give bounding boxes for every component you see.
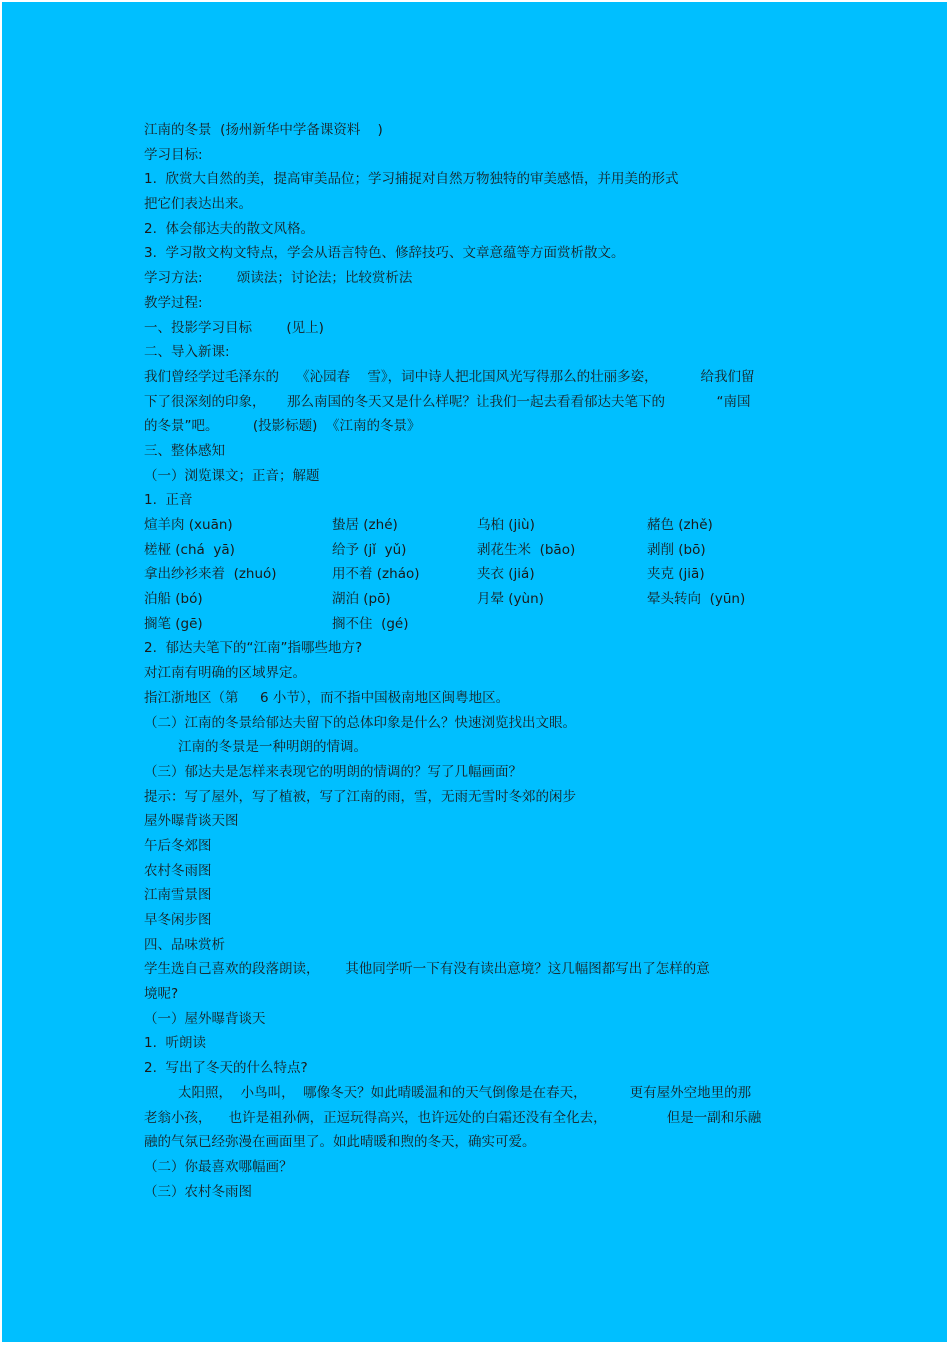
text-line: 的冬景”吧。 (投影标题) 《江南的冬景》 (144, 418, 421, 435)
pinyin-item: 煊羊肉 (xuān) (144, 517, 233, 533)
pinyin-item: 用不着 (zháo) (332, 566, 420, 583)
text-line: 江南的冬景是一种明朗的情调。 (178, 739, 367, 756)
section-heading: 四、品味赏析 (144, 936, 225, 953)
text-line: 境呢? (144, 986, 179, 1003)
pinyin-item: 夹衣 (jiá) (477, 566, 535, 583)
text-line: （三）郁达夫是怎样来表现它的明朗的情调的？写了几幅画面？ (144, 763, 522, 780)
text-line: （一）浏览课文；正音；解题 (144, 467, 320, 484)
pinyin-item: 泊船 (bó) (144, 591, 203, 608)
text-line: 二、导入新课: (144, 344, 230, 361)
pinyin-item: 剥花生米 (bāo) (477, 541, 576, 558)
pinyin-row (144, 587, 824, 612)
pinyin-item: 剥削 (bō) (647, 541, 706, 558)
scene-item: 屋外曝背谈天图 (144, 813, 239, 830)
pinyin-item: 给予 (jǐ yǔ) (332, 541, 407, 558)
text-line: 把它们表达出来。 (144, 196, 252, 213)
pinyin-row (144, 562, 824, 587)
pinyin-item: 槎桠 (chá yā) (144, 541, 235, 558)
document-page (2, 2, 947, 1342)
text-line: 太阳照， 小鸟叫， 哪像冬天？如此晴暖温和的天气倒像是在春天， 更有屋外空地里的那 (178, 1084, 752, 1101)
text-line: 提示：写了屋外，写了植被，写了江南的雨，雪，无雨无雪时冬郊的闲步 (144, 788, 576, 805)
document-body (144, 118, 824, 1204)
pinyin-row (144, 612, 824, 637)
text-line: 1. 正音 (144, 492, 193, 509)
pinyin-item: 搁笔 (gē) (144, 615, 203, 632)
text-line: 对江南有明确的区域界定。 (144, 665, 306, 682)
text-line: （二）你最喜欢哪幅画？ (144, 1158, 293, 1175)
pinyin-row (144, 538, 824, 563)
pinyin-row (144, 513, 824, 538)
text-line: 指江浙地区（第 6 小节），而不指中国极南地区闽粤地区。 (144, 689, 510, 706)
text-line: 下了很深刻的印象， 那么南国的冬天又是什么样呢？让我们一起去看看郁达夫笔下的 “南国 (144, 393, 751, 410)
scene-item: 江南雪景图 (144, 887, 212, 904)
text-line: 一、投影学习目标 (见上) (144, 319, 324, 336)
pinyin-item: 湖泊 (pō) (332, 591, 391, 608)
scene-item: 农村冬雨图 (144, 862, 212, 879)
text-line: 学生选自己喜欢的段落朗读， 其他同学听一下有没有读出意境？这几幅图都写出了怎样的意 (144, 961, 710, 978)
text-line: 2. 写出了冬天的什么特点? (144, 1060, 308, 1077)
section-heading: 三、整体感知 (144, 442, 225, 459)
pinyin-item: 乌桕 (jiù) (477, 517, 535, 533)
pinyin-item: 蛰居 (zhé) (332, 517, 398, 533)
section-heading: 学习目标: (144, 146, 203, 163)
pinyin-item: 搁不住 (gé) (332, 615, 409, 632)
scene-item: 早冬闲步图 (144, 912, 212, 928)
text-line: （三）农村冬雨图 (144, 1183, 252, 1200)
scene-item: 午后冬郊图 (144, 837, 212, 854)
pinyin-item: 赭色 (zhě) (647, 517, 713, 533)
pinyin-item: 拿出纱衫来着 (zhuó) (144, 566, 277, 583)
pinyin-item: 晕头转向 (yūn) (647, 591, 746, 608)
text-line: 2. 郁达夫笔下的“江南”指哪些地方? (144, 640, 363, 657)
text-line: （二）江南的冬景给郁达夫留下的总体印象是什么？快速浏览找出文眼。 (144, 714, 576, 731)
text-line: 1. 听朗读 (144, 1035, 206, 1052)
text-line: 老翁小孩， 也许是祖孙俩，正逗玩得高兴，也许远处的白霜还没有全化去， 但是一副和乐融 (144, 1109, 762, 1126)
text-line: 2. 体会郁达夫的散文风格。 (144, 220, 314, 237)
text-line: 1. 欣赏大自然的美，提高审美品位；学习捕捉对自然万物独特的审美感悟，并用美的形式 (144, 171, 679, 188)
pinyin-item: 月晕 (yùn) (477, 591, 544, 608)
text-line: 3. 学习散文构文特点，学会从语言特色、修辞技巧、文章意蕴等方面赏析散文。 (144, 245, 625, 262)
pinyin-item: 夹克 (jiā) (647, 566, 705, 583)
doc-title: 江南的冬景 (扬州新华中学备课资料 ) (144, 122, 383, 138)
text-line: （一）屋外曝背谈天 (144, 1010, 266, 1027)
text-line: 我们曾经学过毛泽东的 《沁园春 雪》，词中诗人把北国风光写得那么的壮丽多姿， 给我们留 (144, 368, 755, 385)
section-heading: 教学过程: (144, 294, 203, 311)
text-line: 学习方法: 颂读法；讨论法；比较赏析法 (144, 270, 413, 287)
text-line: 融的气氛已经弥漫在画面里了。如此晴暖和煦的冬天，确实可爱。 (144, 1134, 536, 1151)
